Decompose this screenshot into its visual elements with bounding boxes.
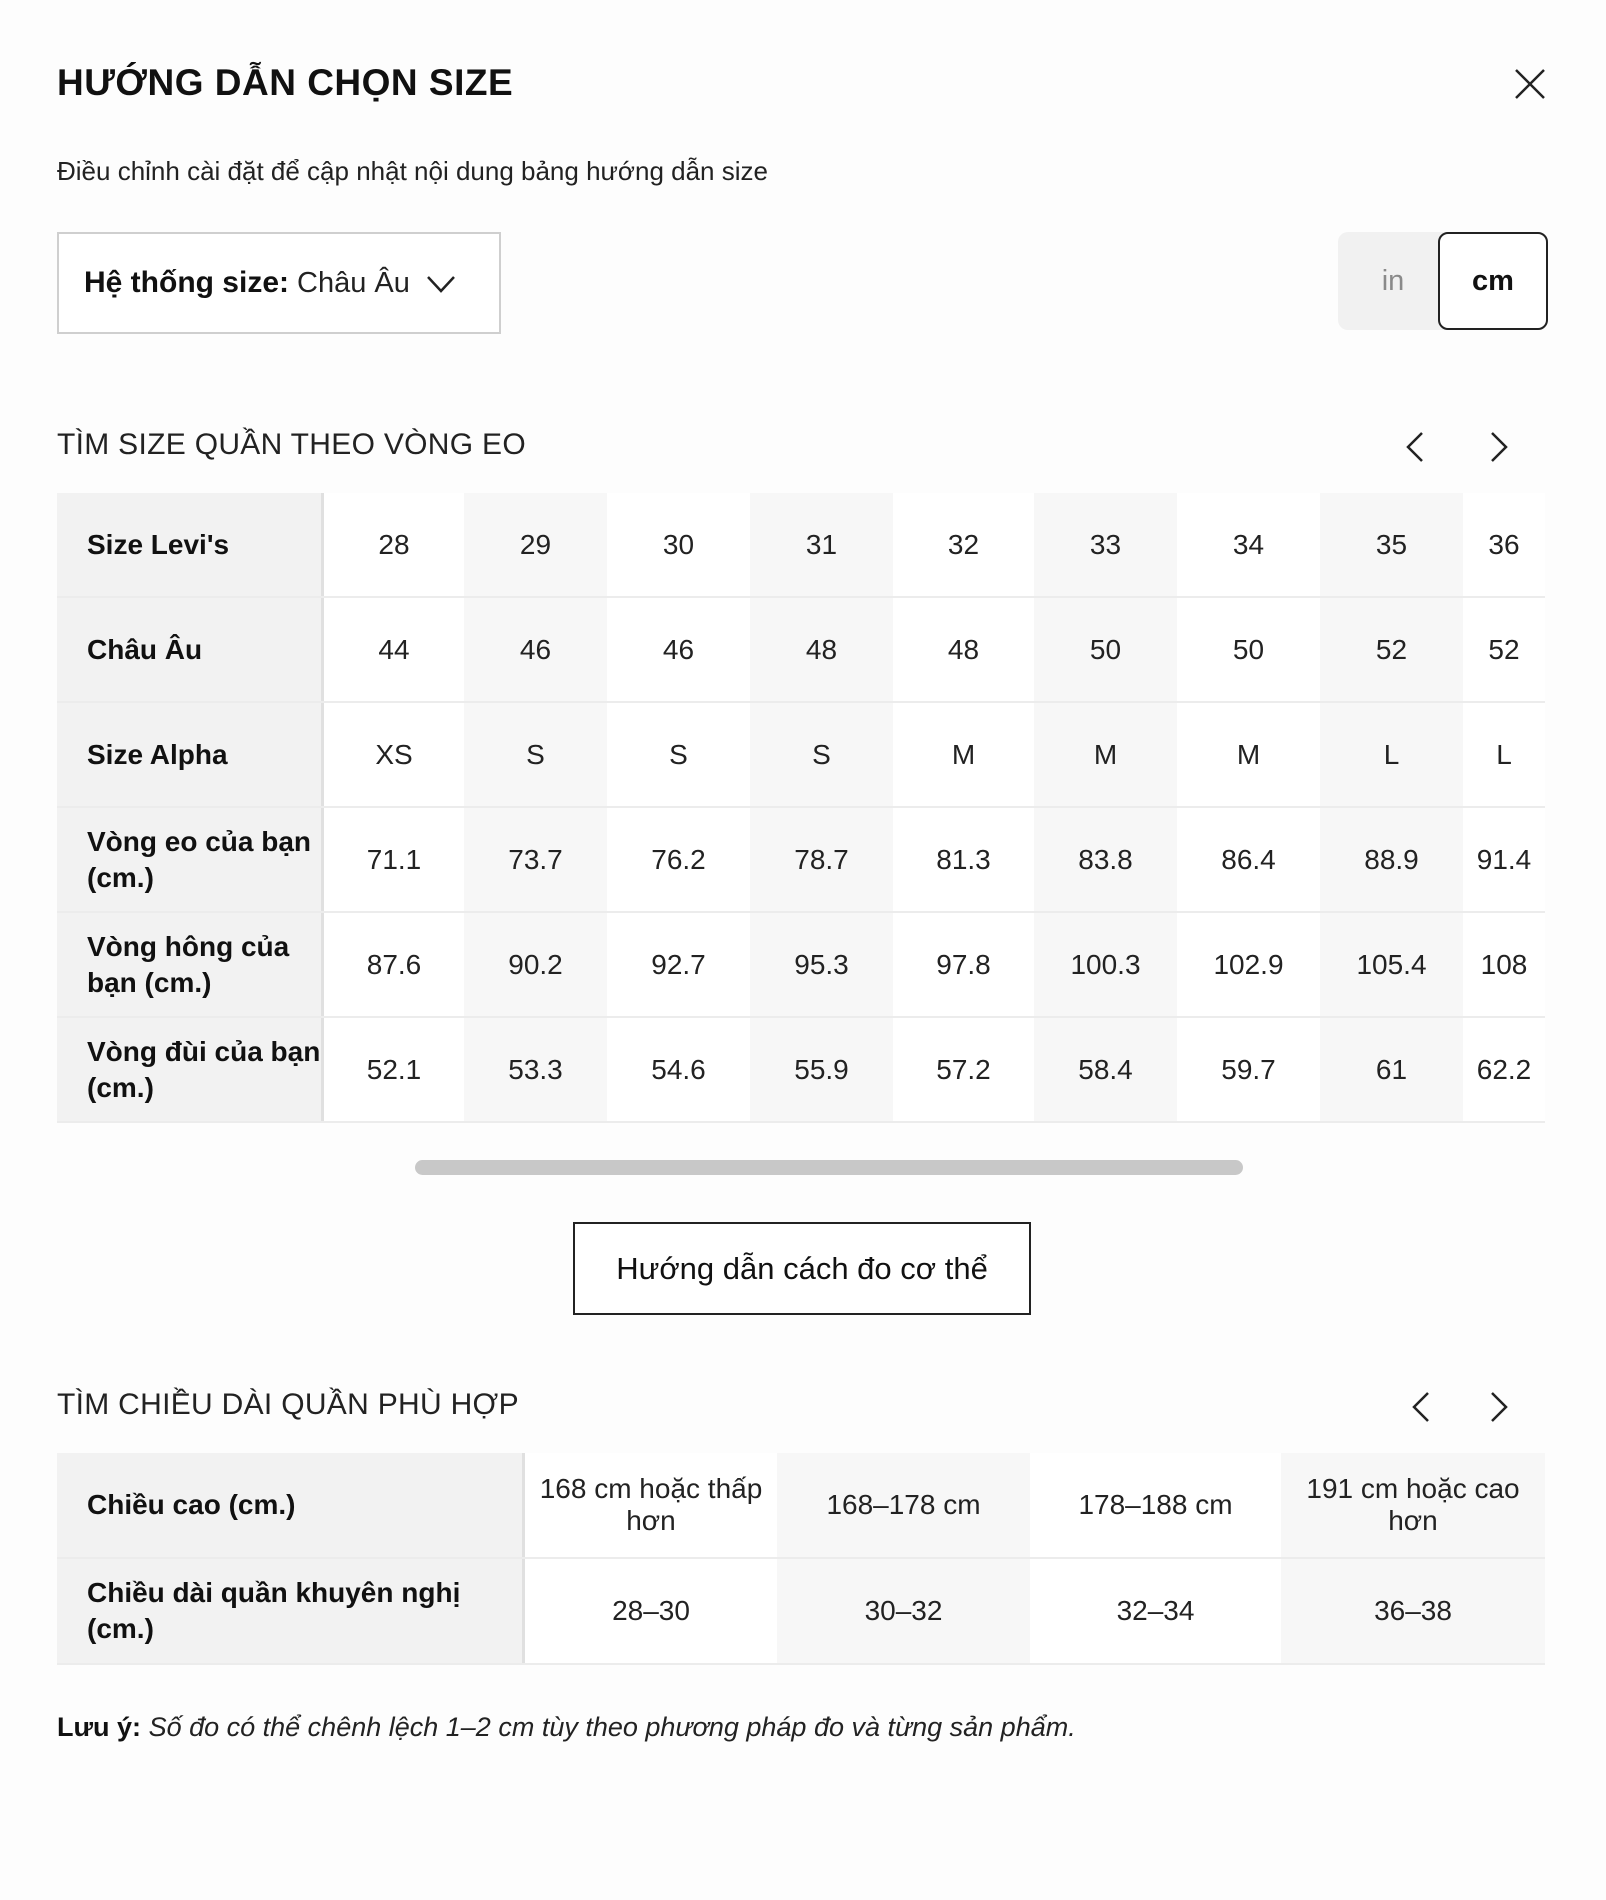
table-cell: 90.2 — [464, 912, 607, 1017]
note-label: Lưu ý: — [57, 1712, 142, 1742]
page-subtitle: Điều chỉnh cài đặt để cập nhật nội dung bảng hướng dẫn size — [57, 156, 768, 186]
table-cell: S — [464, 702, 607, 807]
waist-section-title: TÌM SIZE QUẦN THEO VÒNG EO — [57, 428, 526, 461]
table-scrollbar[interactable] — [415, 1160, 1243, 1175]
chevron-right-icon — [1480, 1387, 1516, 1427]
table-cell: 178–188 cm — [1030, 1453, 1281, 1558]
table-cell: 100.3 — [1034, 912, 1177, 1017]
table-cell: 35 — [1320, 493, 1463, 597]
table-cell: 88.9 — [1320, 807, 1463, 912]
table-cell: 102.9 — [1177, 912, 1320, 1017]
table-cell: 32–34 — [1030, 1558, 1281, 1664]
table-cell: 105.4 — [1320, 912, 1463, 1017]
table-cell: 92.7 — [607, 912, 750, 1017]
row-header: Vòng eo của bạn (cm.) — [57, 807, 324, 912]
table-cell: 97.8 — [893, 912, 1034, 1017]
chevron-left-icon — [1404, 1387, 1440, 1427]
table-cell: 168–178 cm — [777, 1453, 1030, 1558]
table-cell: 28–30 — [525, 1558, 777, 1664]
table-row — [57, 597, 1545, 702]
table-cell: 34 — [1177, 493, 1320, 597]
table-cell: 36–38 — [1281, 1558, 1545, 1664]
table-cell: 53.3 — [464, 1017, 607, 1122]
table-cell: 29 — [464, 493, 607, 597]
table-cell: 33 — [1034, 493, 1177, 597]
note-text: Số đo có thể chênh lệch 1–2 cm tùy theo phương pháp đo và từng sản phẩm. — [148, 1712, 1076, 1742]
table-row — [57, 493, 1545, 597]
table-cell: 46 — [464, 597, 607, 702]
table-row — [57, 912, 1545, 1017]
table-cell: 62.2 — [1463, 1017, 1545, 1122]
table-cell: 44 — [324, 597, 464, 702]
table-cell: 55.9 — [750, 1017, 893, 1122]
table-cell: 30 — [607, 493, 750, 597]
table-cell: 50 — [1177, 597, 1320, 702]
measure-guide-button[interactable]: Hướng dẫn cách đo cơ thể — [573, 1222, 1031, 1315]
table-cell: 61 — [1320, 1017, 1463, 1122]
row-header: Size Levi's — [57, 493, 324, 597]
table-cell: 46 — [607, 597, 750, 702]
table-cell: L — [1463, 702, 1545, 807]
unit-cm-button[interactable]: cm — [1438, 232, 1548, 330]
table-cell: 81.3 — [893, 807, 1034, 912]
table-cell: 58.4 — [1034, 1017, 1177, 1122]
table-cell: 28 — [324, 493, 464, 597]
table-cell: 32 — [893, 493, 1034, 597]
row-header: Size Alpha — [57, 702, 324, 807]
table-cell: M — [893, 702, 1034, 807]
row-header: Vòng đùi của bạn (cm.) — [57, 1017, 324, 1122]
table-cell: 71.1 — [324, 807, 464, 912]
table-cell: 30–32 — [777, 1558, 1030, 1664]
table-cell: M — [1034, 702, 1177, 807]
table-cell: 108 — [1463, 912, 1545, 1017]
chevron-right-icon — [1480, 427, 1516, 467]
table-row — [57, 702, 1545, 807]
chevron-down-icon — [423, 266, 459, 302]
table-row — [57, 1558, 1545, 1664]
table-cell: XS — [324, 702, 464, 807]
table-cell: 86.4 — [1177, 807, 1320, 912]
table-cell: 91.4 — [1463, 807, 1545, 912]
table-cell: 48 — [893, 597, 1034, 702]
waist-next-button[interactable] — [1480, 427, 1516, 467]
table-cell: 83.8 — [1034, 807, 1177, 912]
row-header: Vòng hông của bạn (cm.) — [57, 912, 324, 1017]
row-header: Chiều dài quần khuyên nghị (cm.) — [57, 1558, 525, 1664]
table-cell: 31 — [750, 493, 893, 597]
length-next-button[interactable] — [1480, 1387, 1516, 1427]
table-cell: 54.6 — [607, 1017, 750, 1122]
table-cell: 48 — [750, 597, 893, 702]
table-cell: 59.7 — [1177, 1017, 1320, 1122]
close-icon — [1510, 64, 1550, 104]
note — [57, 1712, 1076, 1743]
table-cell: 52 — [1320, 597, 1463, 702]
size-system-value: Châu Âu — [297, 266, 410, 299]
unit-in-button[interactable]: in — [1338, 232, 1448, 330]
table-cell: 57.2 — [893, 1017, 1034, 1122]
table-row — [57, 807, 1545, 912]
chevron-left-icon — [1398, 427, 1434, 467]
table-cell: 50 — [1034, 597, 1177, 702]
row-header: Chiều cao (cm.) — [57, 1453, 525, 1558]
row-header: Châu Âu — [57, 597, 324, 702]
table-row — [57, 1017, 1545, 1122]
table-cell: 191 cm hoặc cao hơn — [1281, 1453, 1545, 1558]
table-cell: 78.7 — [750, 807, 893, 912]
table-cell: 73.7 — [464, 807, 607, 912]
table-cell: 36 — [1463, 493, 1545, 597]
table-cell: S — [607, 702, 750, 807]
length-table — [57, 1453, 1545, 1665]
size-system-label: Hệ thống size: — [84, 266, 290, 299]
table-cell: M — [1177, 702, 1320, 807]
size-system-select[interactable] — [57, 232, 501, 334]
table-cell: 76.2 — [607, 807, 750, 912]
table-cell: 168 cm hoặc thấp hơn — [525, 1453, 777, 1558]
length-section-title: TÌM CHIỀU DÀI QUẦN PHÙ HỢP — [57, 1388, 519, 1421]
table-row — [57, 1453, 1545, 1558]
unit-toggle — [1338, 232, 1548, 330]
length-prev-button[interactable] — [1404, 1387, 1440, 1427]
close-button[interactable] — [1510, 64, 1550, 104]
table-cell: 52 — [1463, 597, 1545, 702]
table-cell: 52.1 — [324, 1017, 464, 1122]
table-cell: L — [1320, 702, 1463, 807]
waist-size-table — [57, 493, 1545, 1123]
page-title: HƯỚNG DẪN CHỌN SIZE — [57, 62, 514, 103]
waist-prev-button[interactable] — [1398, 427, 1434, 467]
table-cell: S — [750, 702, 893, 807]
table-cell: 95.3 — [750, 912, 893, 1017]
table-cell: 87.6 — [324, 912, 464, 1017]
